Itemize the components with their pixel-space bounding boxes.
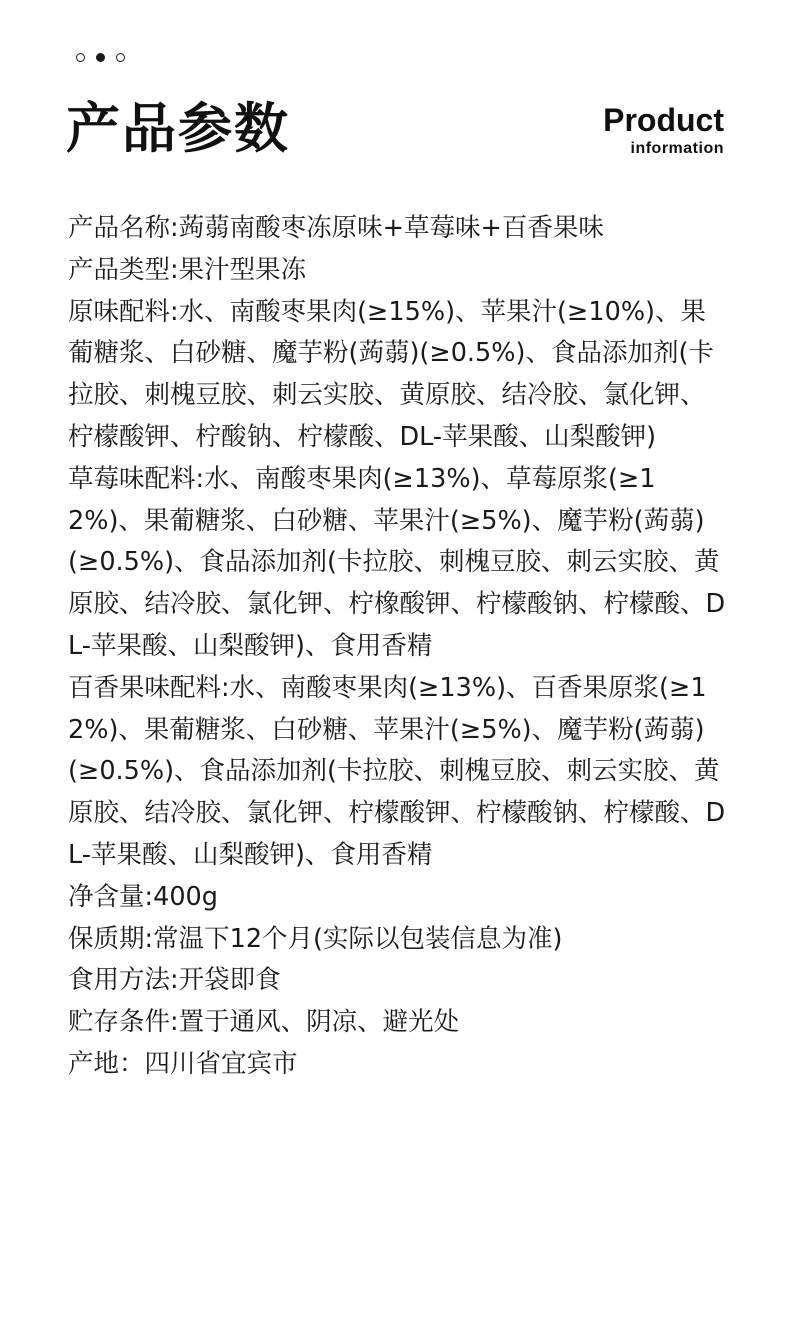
- param-separator: :: [221, 672, 230, 703]
- param-separator: :: [170, 296, 179, 327]
- param-label: 原味配料: [68, 296, 171, 327]
- param-value: 四川省宜宾市: [144, 1048, 298, 1079]
- param-value: 水、南酸枣果肉(≥13%)、草莓原浆(≥12%)、果葡糖浆、白砂糖、苹果汁(≥5%)、魔芋粉(蒟蒻)(≥0.5%)、食品添加剂(卡拉胶、刺槐豆胶、刺云实胶、黄原胶、结冷胶、氯化钾、柠橡酸钾、柠檬酸钠、柠檬酸、DL-苹果酸、山梨酸钾)、食用香精: [68, 463, 726, 661]
- param-separator: :: [170, 213, 179, 243]
- english-title: [603, 100, 724, 158]
- param-net-content: [68, 877, 728, 919]
- param-strawberry-ingredients: [68, 459, 728, 668]
- param-value: 置于通风、阴凉、避光处: [178, 1007, 460, 1038]
- param-label: 百香果味配料: [68, 672, 222, 703]
- pager-dot-active[interactable]: [96, 53, 105, 62]
- param-label: 产品名称: [68, 213, 171, 243]
- english-title-sub: information: [630, 140, 724, 157]
- param-value: 开袋即食: [178, 965, 281, 996]
- param-value: 水、南酸枣果肉(≥13%)、百香果原浆(≥12%)、果葡糖浆、白砂糖、苹果汁(≥5%)、魔芋粉(蒟蒻)(≥0.5%)、食品添加剂(卡拉胶、刺槐豆胶、刺云实胶、黄原胶、结冷胶、氯化钾、柠檬酸钾、柠檬酸钠、柠檬酸、DL-苹果酸、山梨酸钾)、食用香精: [68, 672, 726, 870]
- page-title: 产品参数: [66, 97, 290, 160]
- param-value: 水、南酸枣果肉(≥15%)、苹果汁(≥10%)、果葡糖浆、白砂糖、魔芋粉(蒟蒻)(≥0.5%)、食品添加剂(卡拉胶、刺槐豆胶、刺云实胶、黄原胶、结冷胶、氯化钾、柠檬酸钾、柠酸钠、柠檬酸、DL-苹果酸、山梨酸钾): [68, 296, 714, 452]
- carousel-pager: [76, 53, 125, 62]
- param-label: 草莓味配料: [68, 463, 196, 494]
- param-value: 果汁型果冻: [178, 254, 307, 285]
- param-label: 食用方法: [68, 965, 171, 996]
- param-passionfruit-ingredients: [68, 668, 728, 877]
- param-shelf-life: [68, 919, 728, 961]
- param-separator: :: [144, 881, 154, 912]
- param-product-type: [68, 250, 728, 292]
- param-separator: :: [144, 923, 154, 954]
- param-storage: [68, 1002, 728, 1044]
- param-label: 产品类型: [68, 254, 171, 285]
- param-value: 蒟蒻南酸枣冻原味+草莓味+百香果味: [178, 213, 604, 243]
- param-label: 净含量: [68, 881, 145, 912]
- param-separator: :: [170, 254, 179, 285]
- param-separator: ：: [119, 1048, 145, 1079]
- param-label: 保质期: [68, 923, 145, 954]
- param-separator: :: [170, 1007, 179, 1038]
- param-original-ingredients: [68, 292, 728, 459]
- pager-dot[interactable]: [116, 53, 125, 62]
- param-label: 产地: [68, 1048, 120, 1079]
- param-usage: [68, 960, 728, 1002]
- param-label: 贮存条件: [68, 1007, 171, 1038]
- english-title-main: Product: [603, 102, 724, 138]
- param-separator: :: [170, 965, 179, 996]
- product-params-list: [68, 208, 728, 1086]
- param-value: 400g: [153, 881, 218, 912]
- param-value: 常温下12个月(实际以包装信息为准): [153, 923, 563, 954]
- param-separator: :: [195, 463, 205, 494]
- param-product-name: [68, 208, 728, 250]
- param-origin: [68, 1044, 728, 1086]
- pager-dot[interactable]: [76, 53, 85, 62]
